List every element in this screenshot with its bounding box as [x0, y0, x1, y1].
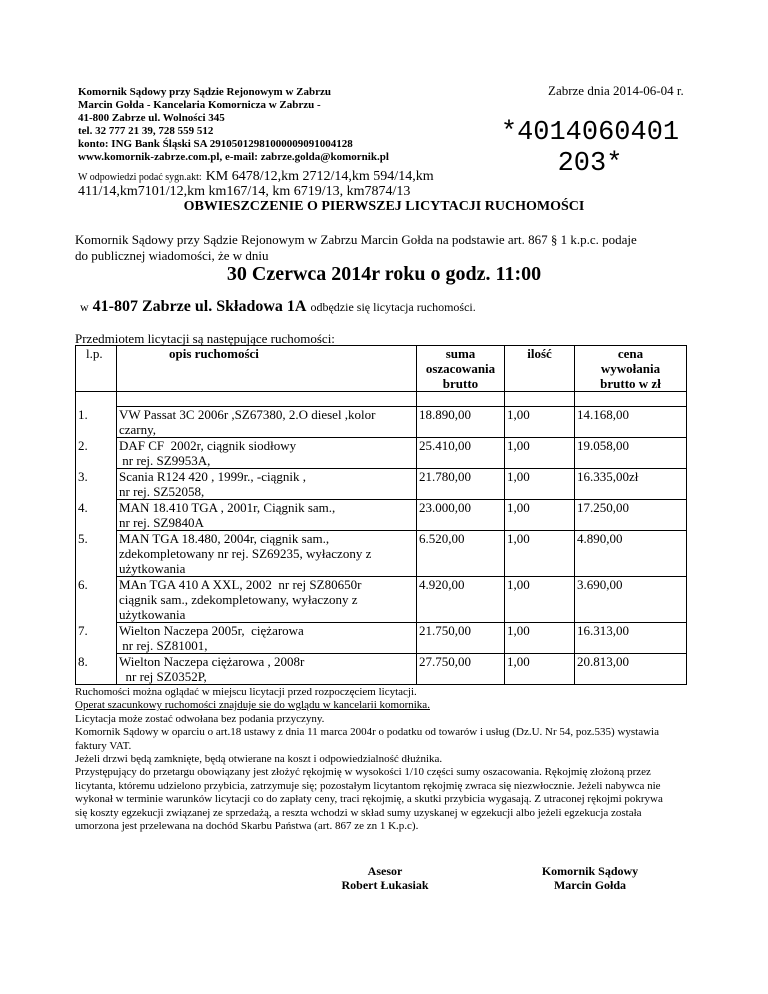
barcode-text: [480, 118, 700, 180]
cell-sum: 25.410,00: [417, 438, 505, 469]
note-viewing: Ruchomości można oglądać w miejscu licytacji przed rozpoczęciem licytacji.: [75, 686, 417, 698]
cell-desc-line: ciągnik sam., zdekompletowany, wyłaczony z: [119, 592, 358, 607]
cell-desc-line: nr rej. SZ52058,: [119, 484, 205, 499]
note-deposit-line3: wykonał w terminie warunków licytacji co do zapłaty ceny, traci rękojmię, a skutki przybicia wygasają. Z utraconej rękojmi pokrywa: [75, 793, 663, 806]
barcode-line2: 203*: [557, 149, 623, 179]
office-office: Marcin Gołda - Kancelaria Komornicza w Zabrzu -: [78, 99, 321, 111]
intro-line2: do publicznej wiadomości, że w dniu: [75, 248, 269, 263]
header-sum-line1: suma: [445, 346, 476, 361]
cell-qty: 1,00: [505, 469, 575, 500]
cell-sum: 21.780,00: [417, 469, 505, 500]
cell-desc-line: nr rej. SZ9840A: [119, 515, 204, 530]
cell-qty: 1,00: [505, 654, 575, 685]
note-vat-line1: Komornik Sądowy w oparciu o art.18 ustawy z dnia 11 marca 2004r o podatku od towarów i usług (Dz.U. Nr 54, poz.535) wystawia: [75, 726, 659, 739]
items-intro: Przedmiotem licytacji są następujące ruchomości:: [75, 331, 335, 346]
location-suffix: odbędzie się licytacja ruchomości.: [310, 300, 476, 314]
header-sum-line2: oszacowania: [425, 361, 496, 376]
office-account: konto: ING Bank Śląski SA 29105012981000009091004128: [78, 138, 353, 150]
cell-qty: 1,00: [505, 438, 575, 469]
assessor-title: Asesor: [367, 864, 403, 878]
header-desc: opis ruchomości: [117, 346, 417, 392]
cell-desc-line: Wielton Naczepa ciężarowa , 2008r: [119, 654, 305, 669]
cell-desc-line: czarny,: [119, 422, 157, 437]
auction-location: [80, 298, 476, 316]
cell-desc: [117, 623, 417, 654]
cell-desc-line: nr rej. SZ81001,: [119, 638, 208, 653]
cell-price: 16.313,00: [575, 623, 687, 654]
location-address: 41-807 Zabrze ul. Składowa 1A: [92, 298, 307, 315]
header-lp: l.p.: [76, 346, 117, 392]
cell-sum: 6.520,00: [417, 531, 505, 577]
header-sum-line3: brutto: [442, 376, 479, 391]
location-prefix: w: [80, 300, 89, 314]
table-row: [76, 623, 687, 654]
note-deposit-line4: się koszty egzekucji związanej ze sprzedażą, a reszta wchodzi w skład sumy uzyskanej w egzekucji albo jeżeli egzekucja została: [75, 806, 642, 819]
note-deposit-line1: Przystępujący do przetargu obowiązany jest złożyć rękojmię w wysokości 1/10 części sumy oszacowania. Rękojmię złożoną przez: [75, 766, 651, 779]
reply-prefix: W odpowiedzi podać sygn.akt:: [78, 172, 202, 183]
note-appraisal: Operat szacunkowy ruchomości znajduje sie do wglądu w kancelarii komornika.: [75, 699, 430, 712]
cell-sum: 18.890,00: [417, 407, 505, 438]
items-table: [75, 345, 687, 685]
header-sum: [417, 346, 505, 392]
notes-section: [75, 686, 695, 833]
table-row: [76, 469, 687, 500]
header-price: [575, 346, 687, 392]
cell-sum: 23.000,00: [417, 500, 505, 531]
cell-qty: 1,00: [505, 577, 575, 623]
cell-desc: [117, 654, 417, 685]
cell-price: 20.813,00: [575, 654, 687, 685]
case-numbers-line2: 411/14,km7101/12,km km167/14, km 6719/13, km7874/13: [78, 184, 411, 199]
cell-price: 17.250,00: [575, 500, 687, 531]
cell-sum: 4.920,00: [417, 577, 505, 623]
cell-sum: 21.750,00: [417, 623, 505, 654]
cell-price: 16.335,00zł: [575, 469, 687, 500]
cell-desc-line: MAN 18.410 TGA , 2001r, Ciągnik sam.,: [119, 500, 336, 515]
bailiff-title: Komornik Sądowy: [541, 864, 639, 878]
table-row: [76, 500, 687, 531]
cell-qty: 1,00: [505, 531, 575, 577]
table-row: [76, 577, 687, 623]
cell-desc-line: VW Passat 3C 2006r ,SZ67380, 2.O diesel ,kolor: [119, 407, 376, 422]
table-row: [76, 654, 687, 685]
cell-desc-line: nr rej. SZ9953A,: [119, 453, 211, 468]
header-price-line1: cena: [617, 346, 644, 361]
intro-line1: Komornik Sądowy przy Sądzie Rejonowym w Zabrzu Marcin Gołda na podstawie art. 867 § 1 k.p.c. podaje: [75, 232, 637, 247]
note-cancellation: Licytacja może zostać odwołana bez podania przyczyny.: [75, 712, 325, 725]
cell-lp: 5.: [76, 531, 117, 577]
cell-desc: [117, 577, 417, 623]
cell-lp: 7.: [76, 623, 117, 654]
office-phone: tel. 32 777 21 39, 728 559 512: [78, 125, 214, 137]
cell-lp: 8.: [76, 654, 117, 685]
table-body: [76, 407, 687, 685]
cell-qty: 1,00: [505, 623, 575, 654]
cell-lp: 6.: [76, 577, 117, 623]
table-row: [76, 407, 687, 438]
cell-price: 19.058,00: [575, 438, 687, 469]
table-row: [76, 531, 687, 577]
cell-qty: 1,00: [505, 407, 575, 438]
cell-desc: [117, 407, 417, 438]
table-spacer-row: [76, 392, 687, 407]
header-price-line3: brutto w zł: [600, 376, 661, 391]
place-date: Zabrze dnia 2014-06-04 r.: [548, 83, 684, 98]
cell-desc-line: MAN TGA 18.480, 2004r, ciągnik sam.,: [119, 531, 330, 546]
assessor-name: Robert Łukasiak: [341, 878, 429, 892]
note-deposit-line2: licytanta, któremu udzielono przybicia, zatrzymuje się; pozostałym licytantom rękojmię zwraca się niezwłocznie. Jeżeli nabywca nie: [75, 779, 661, 792]
bailiff-name: Marcin Gołda: [553, 878, 627, 892]
cell-desc-line: Wielton Naczepa 2005r, ciężarowa: [119, 623, 304, 638]
document-title: OBWIESZCZENIE O PIERWSZEJ LICYTACJI RUCHOMOŚCI: [183, 199, 585, 214]
cell-desc-line: użytkowania: [119, 607, 186, 622]
signature-assessor: [315, 864, 455, 892]
case-reference: [78, 167, 434, 185]
signature-bailiff: [520, 864, 660, 892]
cell-lp: 1.: [76, 407, 117, 438]
cell-sum: 27.750,00: [417, 654, 505, 685]
cell-price: 3.690,00: [575, 577, 687, 623]
office-name: Komornik Sądowy przy Sądzie Rejonowym w Zabrzu: [78, 86, 332, 98]
cell-desc: [117, 438, 417, 469]
cell-lp: 3.: [76, 469, 117, 500]
office-address: 41-800 Zabrze ul. Wolności 345: [78, 112, 225, 124]
table-row: [76, 438, 687, 469]
office-header: [78, 86, 389, 164]
cell-desc: [117, 531, 417, 577]
cell-lp: 2.: [76, 438, 117, 469]
header-price-line2: wywołania: [600, 361, 661, 376]
header-qty: ilość: [505, 346, 575, 392]
note-deposit-line5: umorzona jest przelewana na dochód Skarbu Państwa (art. 867 ze zn 1 K.p.c).: [75, 820, 419, 833]
cell-price: 14.168,00: [575, 407, 687, 438]
cell-qty: 1,00: [505, 500, 575, 531]
table-header-row: [76, 346, 687, 392]
cell-desc-line: zdekompletowany nr rej. SZ69235, wyłaczony z: [119, 546, 372, 561]
cell-desc-line: MAn TGA 410 A XXL, 2002 nr rej SZ80650r: [119, 577, 362, 592]
cell-price: 4.890,00: [575, 531, 687, 577]
cell-desc-line: DAF CF 2002r, ciągnik siodłowy: [119, 438, 297, 453]
cell-lp: 4.: [76, 500, 117, 531]
auction-date: 30 Czerwca 2014r roku o godz. 11:00: [226, 263, 542, 285]
office-web-email: www.komornik-zabrze.com.pl, e-mail: zabrze.golda@komornik.pl: [78, 151, 389, 163]
cell-desc: [117, 469, 417, 500]
cell-desc-line: Scania R124 420 , 1999r., -ciągnik ,: [119, 469, 307, 484]
cell-desc-line: nr rej SZ0352P,: [119, 669, 207, 684]
cell-desc: [117, 500, 417, 531]
intro-text: [75, 232, 700, 264]
case-numbers-line1: KM 6478/12,km 2712/14,km 594/14,km: [205, 169, 434, 184]
note-doors: Jeżeli drzwi będą zamknięte, będą otwierane na koszt i odpowiedzialność dłużnika.: [75, 753, 443, 766]
cell-desc-line: użytkowania: [119, 561, 186, 576]
barcode-line1: *4014060401: [500, 118, 680, 148]
note-vat-line2: faktury VAT.: [75, 739, 132, 752]
